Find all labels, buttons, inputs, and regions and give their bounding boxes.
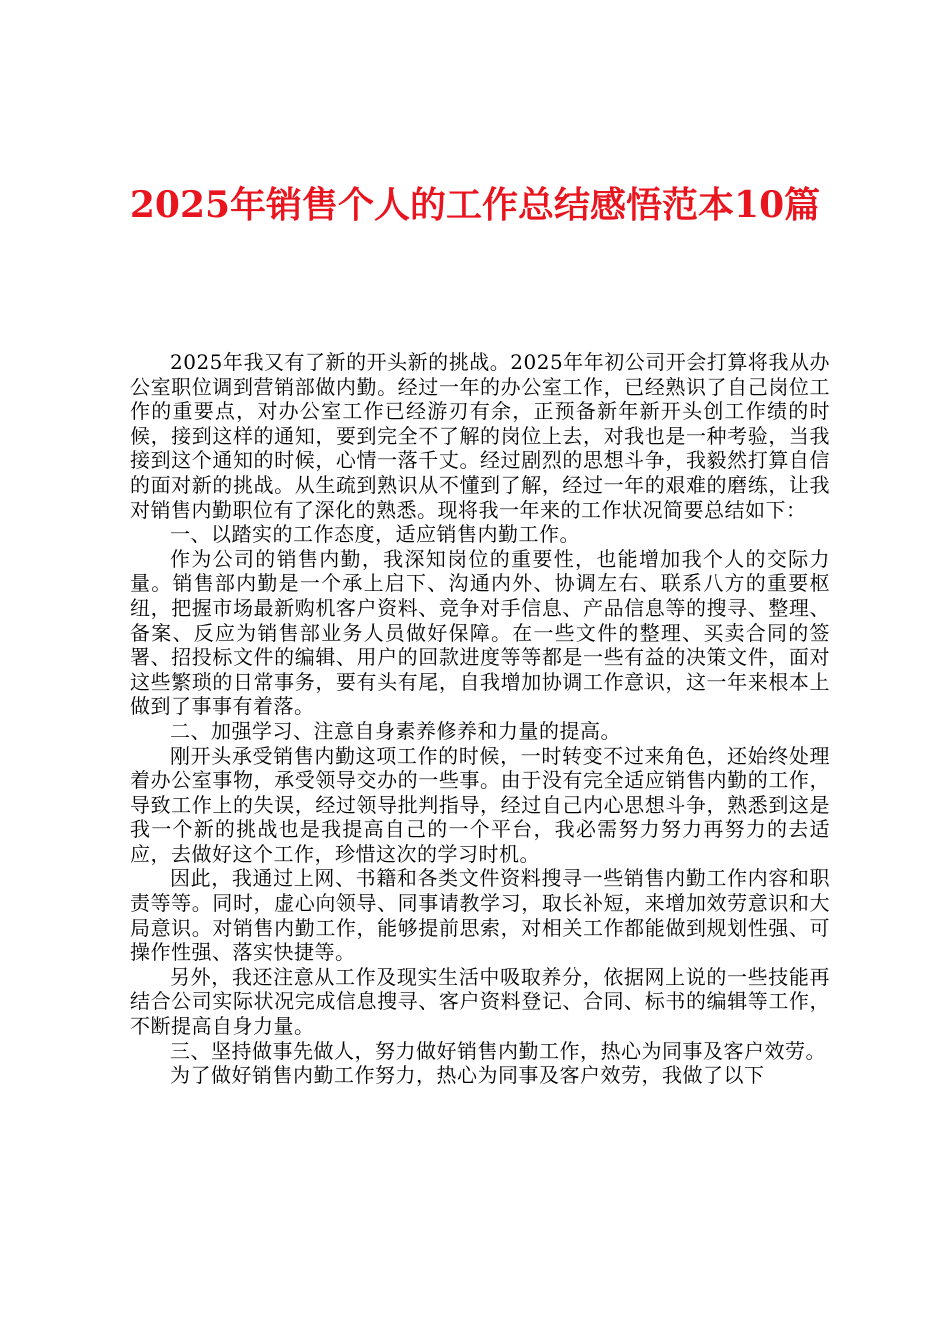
paragraph-section-2a: 刚开头承受销售内勤这项工作的时候，一时转变不过来角色，还始终处理着办公室事物，承受领导交办的一些事。由于没有完全适应销售内勤的工作，导致工作上的失误，经过领导批判指导，经过自己内心思想斗争，熟悉到这是我一个新的挑战也是我提高自己的一个平台，我必需努力努力再努力的去适应，去做好这个工作，珍惜这次的学习时机。 bbox=[130, 743, 830, 866]
paragraph-section-2b: 因此，我通过上网、书籍和各类文件资料搜寻一些销售内勤工作内容和职责等等。同时，虚心向领导、同事请教学习，取长补短，来增加效劳意识和大局意识。对销售内勤工作，能够提前思索，对相关工作都能做到规划性强、可操作性强、落实快捷等。 bbox=[130, 866, 830, 965]
document-title: 2025年销售个人的工作总结感悟范本10篇 bbox=[129, 184, 821, 226]
heading-section-2: 二、加强学习、注意自身素养修养和力量的提高。 bbox=[170, 718, 621, 743]
document-body bbox=[130, 350, 830, 1088]
paragraph-section-3: 为了做好销售内勤工作努力，热心为同事及客户效劳，我做了以下 bbox=[170, 1063, 765, 1088]
paragraph-section-2c: 另外，我还注意从工作及现实生活中吸取养分，依据网上说的一些技能再结合公司实际状况完成信息搜寻、客户资料登记、合同、标书的编辑等工作，不断提高自身力量。 bbox=[130, 964, 830, 1039]
paragraph-section-1: 作为公司的销售内勤，我深知岗位的重要性，也能增加我个人的交际力量。销售部内勤是一个承上启下、沟通内外、协调左右、联系八方的重要枢纽，把握市场最新购机客户资料、竞争对手信息、产品信息等的搜寻、整理、备案、反应为销售部业务人员做好保障。在一些文件的整理、买卖合同的签署、招投标文件的编辑、用户的回款进度等等都是一些有益的决策文件，面对这些繁琐的日常事务，要有头有尾，自我增加协调工作意识，这一年来根本上做到了事事有着落。 bbox=[130, 546, 830, 719]
paragraph-intro: 2025年我又有了新的开头新的挑战。2025年年初公司开会打算将我从办公室职位调到营销部做内勤。经过一年的办公室工作，已经熟识了自己岗位工作的重要点，对办公室工作已经游刃有余，正预备新年新开头创工作绩的时候，接到这样的通知，要到完全不了解的岗位上去，对我也是一种考验，当我接到这个通知的时候，心情一落千丈。经过剧烈的思想斗争，我毅然打算自信的面对新的挑战。从生疏到熟识从不懂到了解，经过一年的艰难的磨练，让我对销售内勤职位有了深化的熟悉。现将我一年来的工作状况简要总结如下： bbox=[130, 350, 830, 522]
heading-section-1: 一、以踏实的工作态度，适应销售内勤工作。 bbox=[170, 522, 580, 547]
heading-section-3: 三、坚持做事先做人，努力做好销售内勤工作，热心为同事及客户效劳。 bbox=[170, 1038, 826, 1063]
